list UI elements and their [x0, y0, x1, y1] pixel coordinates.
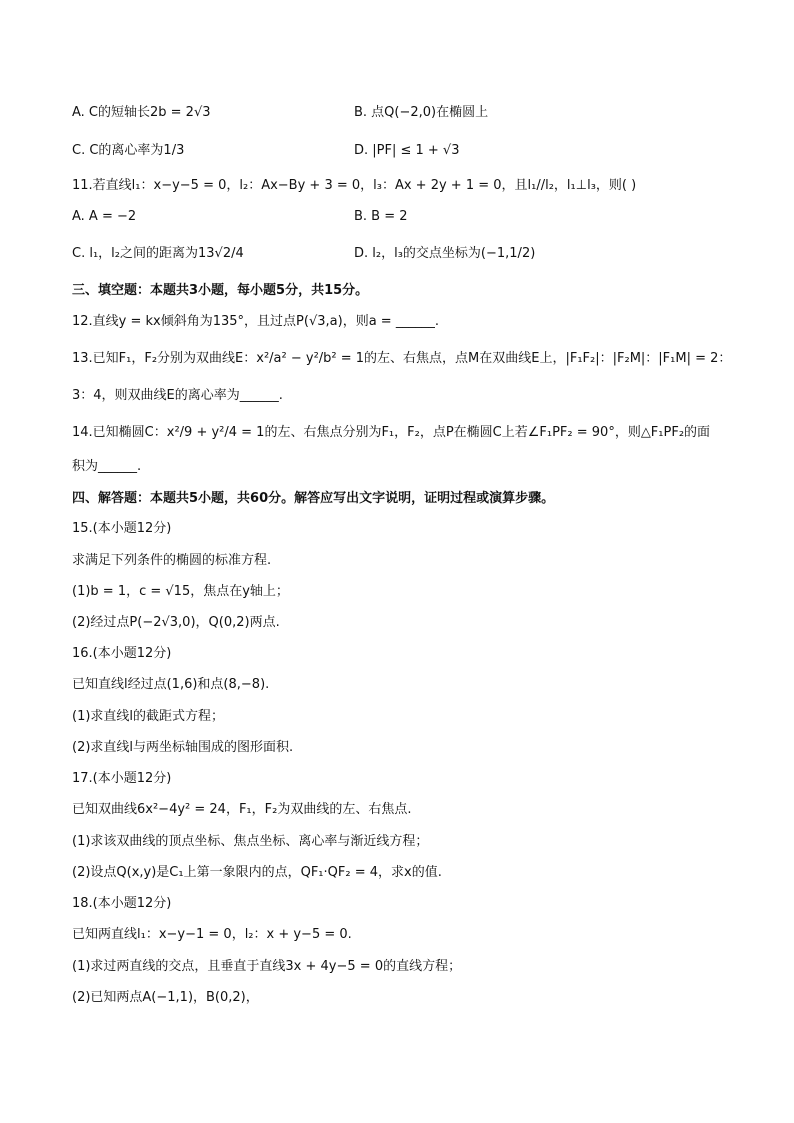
question-18-part2: (2)已知两点A(−1,1)，B(0,2)，: [72, 990, 259, 1005]
line-10d: D. |PF| ≤ 1 + √3: [354, 143, 460, 158]
question-14-a: 14.已知椭圆C：x²/9 + y²/4 = 1的左、右焦点分别为F₁，F₂，点P在椭圆C上若∠F₁PF₂ = 90°，则△F₁PF₂的面: [72, 425, 711, 440]
question-17-text: 已知双曲线6x²−4y² = 24，F₁，F₂为双曲线的左、右焦点.: [72, 802, 412, 817]
section-heading-answer: 四、解答题：本题共5小题，共60分。解答应写出文字说明，证明过程或演算步骤。: [72, 491, 555, 506]
question-11: 11.若直线l₁：x−y−5 = 0，l₂：Ax−By + 3 = 0，l₃：Ax + 2y + 1 = 0，且l₁//l₂，l₁⊥l₃，则( ): [72, 178, 637, 193]
question-18-header: 18.(本小题12分): [72, 896, 172, 911]
question-15-header: 15.(本小题12分): [72, 521, 172, 536]
line-10a: A. C的短轴长2b = 2√3: [72, 105, 211, 120]
question-12: 12.直线y = kx倾斜角为135°，且过点P(√3,a)，则a = ______.: [72, 314, 439, 329]
question-16-part1: (1)求直线l的截距式方程；: [72, 709, 225, 724]
question-17-part2: (2)设点Q(x,y)是C₁上第一象限内的点，QF₁·QF₂ = 4，求x的值.: [72, 865, 442, 880]
question-16-text: 已知直线l经过点(1,6)和点(8,−8).: [72, 677, 270, 692]
question-16-part2: (2)求直线l与两坐标轴围成的图形面积.: [72, 740, 294, 755]
question-13-a: 13.已知F₁，F₂分别为双曲线E：x²/a² − y²/b² = 1的左、右焦点，点M在双曲线E上，|F₁F₂|：|F₂M|：|F₁M| = 2：: [72, 351, 732, 366]
line-11d: D. l₂，l₃的交点坐标为(−1,1/2): [354, 246, 536, 261]
question-18-text: 已知两直线l₁：x−y−1 = 0，l₂：x + y−5 = 0.: [72, 927, 352, 942]
question-15-text: 求满足下列条件的椭圆的标准方程.: [72, 553, 272, 568]
section-heading-fill: 三、填空题：本题共3小题，每小题5分，共15分。: [72, 283, 369, 298]
question-15-part1: (1)b = 1，c = √15，焦点在y轴上；: [72, 584, 289, 599]
line-11a: A. A = −2: [72, 209, 137, 224]
question-18-part1: (1)求过两直线的交点，且垂直于直线3x + 4y−5 = 0的直线方程；: [72, 959, 462, 974]
question-15-part2: (2)经过点P(−2√3,0)，Q(0,2)两点.: [72, 615, 280, 630]
question-17-header: 17.(本小题12分): [72, 771, 172, 786]
line-10b: B. 点Q(−2,0)在椭圆上: [354, 105, 489, 120]
line-10c: C. C的离心率为1/3: [72, 143, 185, 158]
question-17-part1: (1)求该双曲线的顶点坐标、焦点坐标、离心率与渐近线方程；: [72, 834, 429, 849]
line-11c: C. l₁，l₂之间的距离为13√2/4: [72, 246, 244, 261]
question-16-header: 16.(本小题12分): [72, 646, 172, 661]
question-14-b: 积为______.: [72, 459, 142, 474]
line-11b: B. B = 2: [354, 209, 408, 224]
question-13-b: 3：4，则双曲线E的离心率为______.: [72, 388, 283, 403]
